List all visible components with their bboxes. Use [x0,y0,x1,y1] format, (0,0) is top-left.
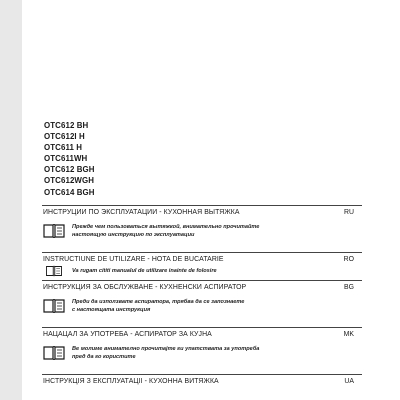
language-code: BG [344,284,354,291]
section-heading: ИНСТРУКЦИЯ ЗА ОБСЛУЖВАНЕ - КУХНЕНСКИ АСПИРАТОР [43,284,247,291]
model-name: OTC612 BGH [44,164,95,175]
section-divider [42,327,362,328]
note-line: Ве молиме внимателно прочитајте ги упатствата за употреба [72,346,260,352]
section-note [72,267,362,275]
section-note [72,298,362,314]
model-list [44,120,204,198]
model-name: OTC612 BH [44,120,89,130]
model-name: OTC611 H [44,142,83,153]
section-divider [42,205,362,206]
language-section-ru [42,205,362,252]
open-book-icon [43,345,65,361]
open-book-icon [43,265,65,277]
note-line: Va rugam cititi manualul de utilizare inainte de folosire [72,268,217,274]
language-code: MK [343,331,354,338]
note-line: настоящую инструкцию по эксплуатации [72,232,195,239]
model-name: OTC612WGH [44,175,95,186]
section-heading: INSTRUCTIUNE DE UTILIZARE - HOTA DE BUCATARIE [43,256,224,263]
model-name: OTC611WH [44,153,88,164]
model-name: OTC612I H [44,131,85,142]
section-divider [42,280,362,281]
note-line: с настоящата инструкция [72,307,151,314]
language-section-bg [42,280,362,327]
language-code: RO [343,256,354,263]
language-code: UA [344,378,354,385]
note-line: Преди да използвате аспиратора, трябва да се запознаете [72,299,245,305]
language-code: RU [344,209,354,216]
language-section-mk [42,327,362,374]
section-heading: НАЦАЦАЛ ЗА УПОТРЕБА - АСПИРАТОР ЗА КУЈНА [43,331,212,338]
section-heading: ІНСТРУКЦІЯ З ЕКСПЛУАТАЦІЇ - КУХОННА ВИТЯЖКА [43,378,219,385]
note-line: Прежде чем пользоваться вытяжкой, внимательно прочитайте [72,224,260,230]
language-section-ua [42,374,362,388]
language-sections [42,205,362,388]
open-book-icon [43,298,65,314]
language-section-ro [42,252,362,280]
section-note [72,345,362,361]
note-line: пред да го користите [72,354,136,361]
side-strip [0,0,22,400]
model-name: OTC614 BGH [44,186,95,197]
section-divider [42,374,362,375]
open-book-icon [43,223,65,239]
section-note [72,223,362,239]
section-heading: ИНСТРУЦИИ ПО ЭКСПЛУАТАЦИИ - КУХОННАЯ ВЫТЯЖКА [43,209,240,216]
section-divider [42,252,362,253]
